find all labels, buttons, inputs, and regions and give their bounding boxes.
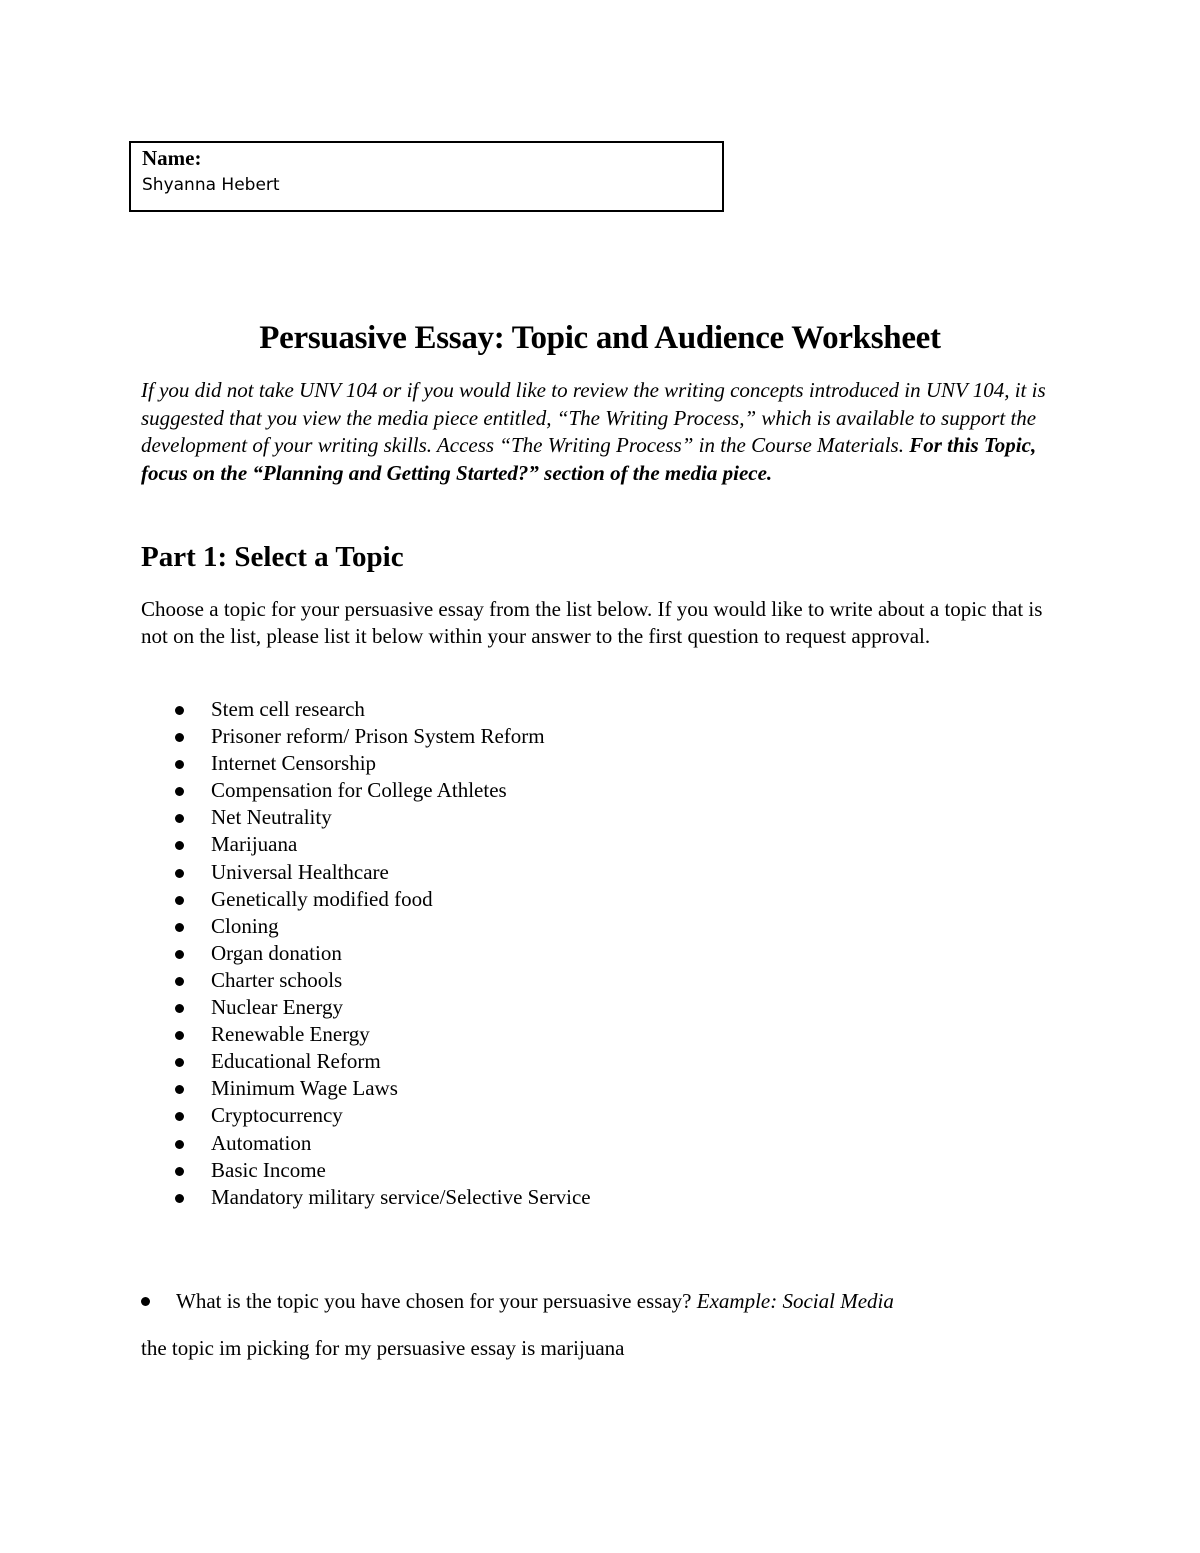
- topic-item: Prisoner reform/ Prison System Reform: [173, 723, 591, 750]
- bullet-icon: [175, 869, 184, 878]
- bullet-icon: [175, 1085, 184, 1094]
- topic-item: Internet Censorship: [173, 750, 591, 777]
- topic-item: Cryptocurrency: [173, 1102, 591, 1129]
- topic-item: Automation: [173, 1130, 591, 1157]
- part1-heading: Part 1: Select a Topic: [141, 541, 404, 573]
- topic-answer[interactable]: the topic im picking for my persuasive essay is marijuana: [141, 1336, 625, 1360]
- topic-item: Charter schools: [173, 967, 591, 994]
- topic-item: Renewable Energy: [173, 1021, 591, 1048]
- topic-item: Genetically modified food: [173, 886, 591, 913]
- question-example: Example: Social Media: [696, 1289, 894, 1313]
- topic-item: Minimum Wage Laws: [173, 1075, 591, 1102]
- bullet-icon: [175, 1031, 184, 1040]
- topic-item: Stem cell research: [173, 696, 591, 723]
- topic-list: [173, 696, 591, 1211]
- bullet-icon: [175, 1058, 184, 1067]
- name-value[interactable]: Shyanna Hebert: [142, 175, 280, 195]
- topic-item: Compensation for College Athletes: [173, 777, 591, 804]
- bullet-icon: [175, 706, 184, 715]
- bullet-icon: [175, 896, 184, 905]
- bullet-icon: [141, 1297, 150, 1306]
- topic-question: [141, 1288, 894, 1315]
- bullet-icon: [175, 1112, 184, 1121]
- intro-text: If you did not take UNV 104 or if you would like to review the writing concepts introduced in UNV 104, it is suggested that you view the media piece entitled, “The Writing Process,” which is available to support the development of your writing skills. Access “The Writing Process” in the Course Materials.: [141, 378, 1046, 457]
- intro-paragraph: [141, 377, 1066, 487]
- topic-item: Educational Reform: [173, 1048, 591, 1075]
- topic-item: Mandatory military service/Selective Service: [173, 1184, 591, 1211]
- bullet-icon: [175, 1194, 184, 1203]
- topic-item: Organ donation: [173, 940, 591, 967]
- bullet-icon: [175, 814, 184, 823]
- topic-item: Basic Income: [173, 1157, 591, 1184]
- bullet-icon: [175, 1167, 184, 1176]
- bullet-icon: [175, 733, 184, 742]
- question-text: What is the topic you have chosen for your persuasive essay?: [176, 1289, 692, 1313]
- name-label: Name:: [142, 146, 202, 170]
- topic-item: Marijuana: [173, 831, 591, 858]
- bullet-icon: [175, 760, 184, 769]
- topic-item: Net Neutrality: [173, 804, 591, 831]
- intro-bold-text: For this Topic, focus on the “Planning and Getting Started?” section of the media piece.: [141, 433, 1037, 485]
- bullet-icon: [175, 1140, 184, 1149]
- bullet-icon: [175, 923, 184, 932]
- bullet-icon: [175, 1004, 184, 1013]
- page-title: Persuasive Essay: Topic and Audience Worksheet: [259, 320, 941, 356]
- bullet-icon: [175, 977, 184, 986]
- topic-item: Cloning: [173, 913, 591, 940]
- bullet-icon: [175, 841, 184, 850]
- name-box: [129, 141, 724, 212]
- topic-item: Nuclear Energy: [173, 994, 591, 1021]
- bullet-icon: [175, 950, 184, 959]
- topic-item: Universal Healthcare: [173, 859, 591, 886]
- bullet-icon: [175, 787, 184, 796]
- part1-instructions: Choose a topic for your persuasive essay from the list below. If you would like to write about a topic that is not on the list, please list it below within your answer to the first question to request approval.: [141, 597, 1043, 648]
